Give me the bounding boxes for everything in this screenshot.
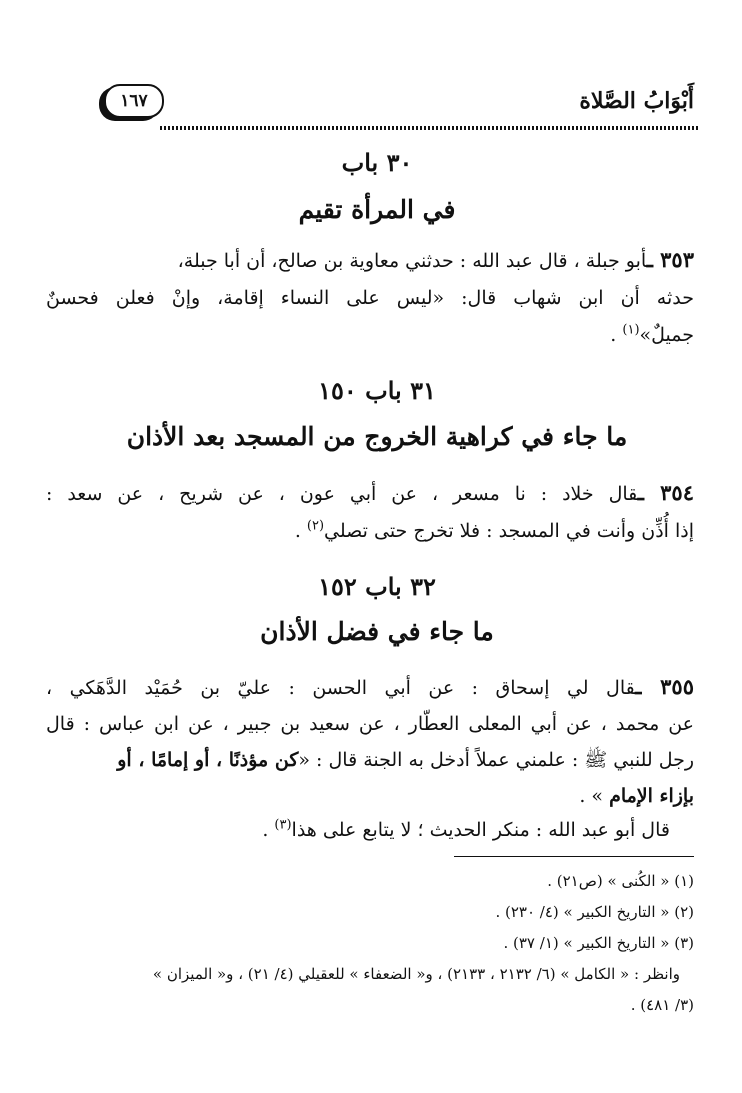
hadith-quote: كن مؤذنًا ، أو إمامًا ، أو [117, 749, 299, 771]
footnote-ref: (٢) [306, 518, 325, 534]
footnote: (١) « الكُنى » (ص٢١) . [547, 872, 694, 890]
hadith-line [46, 781, 694, 811]
chapter-title: في المرأة تقيم [298, 195, 456, 224]
chapter-number: ٣٢ باب ١٥٢ [318, 572, 436, 601]
hadith-text: قال لي إسحاق : عن أبي الحسن : عليّ بن حُمَيْد الدَّهَكي ، [46, 677, 636, 699]
running-title: أَبْوَابُ الصَّلاة [579, 88, 694, 114]
page-number: ١٦٧ [104, 84, 164, 118]
hadith-end: . [294, 520, 307, 542]
header-rule [160, 126, 698, 130]
hadith-text: جميلٌ» [639, 324, 694, 346]
footnote-ref: (١) [622, 322, 640, 338]
hadith-line: عن محمد ، عن أبي المعلى العطّار ، عن سعيد بن جبير ، عن ابن عباس : قال [46, 713, 694, 735]
chapter-title: ما جاء في فضل الأذان [260, 617, 494, 646]
hadith-line [46, 245, 694, 276]
footnote: (٣) « التاريخ الكبير » (١/ ٣٧) . [503, 934, 694, 952]
hadith-number: ٣٥٥ ـ [635, 674, 694, 699]
hadith-text: إذا أُذِّن وأنت في المسجد : فلا تخرج حتى تصلي [324, 520, 694, 542]
footnote-rule [454, 856, 694, 857]
hadith-number: ٣٥٤ ـ [637, 480, 694, 505]
hadith-text: أبو جبلة ، قال عبد الله : حدثني معاوية بن صالح، أن أبا جبلة، [177, 250, 647, 272]
hadith-line [46, 745, 694, 775]
hadith-end: » . [579, 785, 610, 807]
note-end: . [262, 819, 275, 841]
hadith-line [46, 320, 694, 350]
hadith-line [46, 516, 694, 546]
hadith-note [22, 815, 670, 845]
hadith-line [46, 478, 694, 508]
hadith-number: ٣٥٣ ـ [646, 247, 694, 272]
note-text: قال أبو عبد الله : منكر الحديث ؛ لا يتابع على هذا [291, 819, 670, 841]
hadith-line: حدثه أن ابن شهاب قال: «ليس على النساء إقامة، وإنْ فعلن فحسنٌ [46, 287, 694, 309]
footnote-ref: (٣) [274, 817, 292, 833]
hadith-end: . [610, 324, 623, 346]
hadith-text: رجل للنبي ﷺ : علمني عملاً أدخل به الجنة قال : « [298, 749, 694, 771]
footnote: وانظر : « الكامل » (٦/ ٢١٣٢ ، ٢١٣٣) ، و« الضعفاء » للعقيلي (٤/ ٢١) ، و« الميزان » [152, 965, 680, 983]
hadith-text: قال خلاد : نا مسعر ، عن أبي عون ، عن شريح ، عن سعد : [46, 483, 638, 505]
footnote: (٣/ ٤٨١) . [630, 996, 694, 1014]
chapter-number: ٣١ باب ١٥٠ [318, 376, 436, 405]
footnote: (٢) « التاريخ الكبير » (٤/ ٢٣٠) . [495, 903, 694, 921]
hadith-quote: بإزاء الإمام [609, 785, 694, 807]
chapter-title: ما جاء في كراهية الخروج من المسجد بعد الأذان [126, 422, 628, 451]
chapter-number: ٣٠ باب [341, 148, 413, 177]
hadith-line [46, 672, 694, 702]
